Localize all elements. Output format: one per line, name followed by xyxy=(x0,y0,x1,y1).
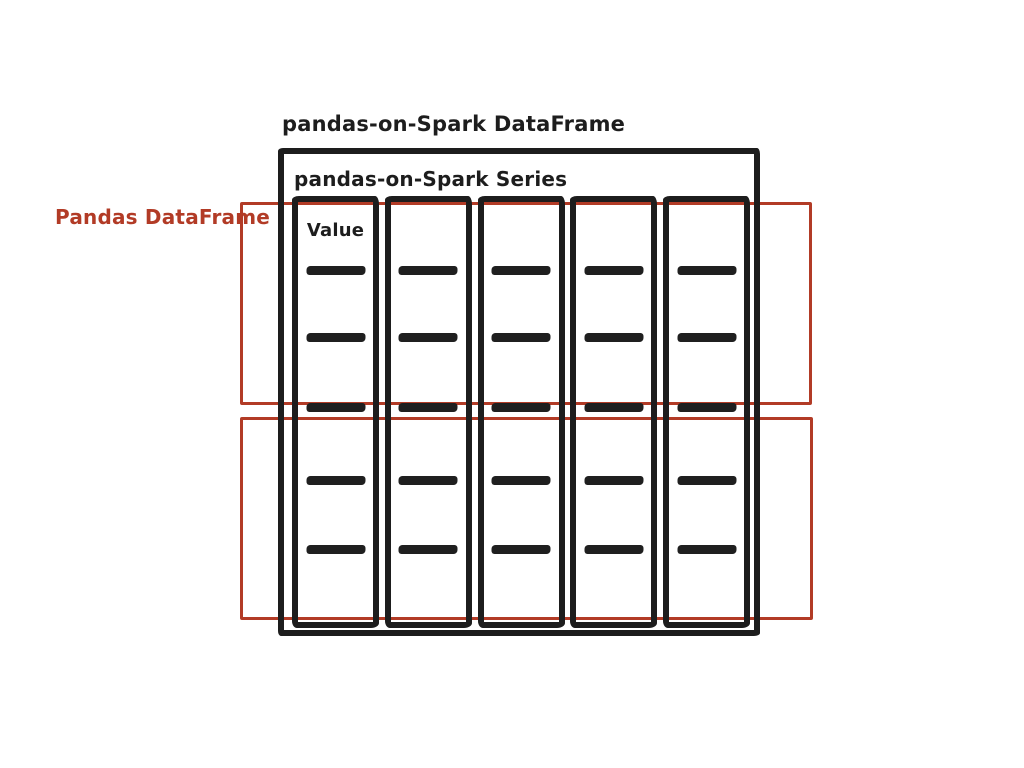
series-column xyxy=(385,196,472,628)
series-column xyxy=(663,196,750,628)
data-row-line xyxy=(677,403,736,412)
data-row-line xyxy=(677,333,736,342)
column-header-value: Value xyxy=(306,220,365,241)
spark-dataframe-title: pandas-on-Spark DataFrame xyxy=(282,112,626,136)
series-columns-group xyxy=(292,196,750,628)
series-column xyxy=(570,196,657,628)
data-row-line xyxy=(584,476,643,485)
data-row-line xyxy=(306,266,365,275)
data-row-line xyxy=(584,266,643,275)
spark-series-label: pandas-on-Spark Series xyxy=(294,167,568,191)
data-row-line xyxy=(306,476,365,485)
data-row-line xyxy=(584,545,643,554)
data-row-line xyxy=(584,333,643,342)
pandas-dataframe-label: Pandas DataFrame xyxy=(55,205,271,229)
data-row-line xyxy=(306,545,365,554)
data-row-line xyxy=(492,266,551,275)
data-row-line xyxy=(399,545,458,554)
series-column xyxy=(478,196,565,628)
data-row-line xyxy=(492,333,551,342)
data-row-line xyxy=(677,545,736,554)
data-row-line xyxy=(399,266,458,275)
data-row-line xyxy=(677,266,736,275)
data-row-line xyxy=(492,476,551,485)
data-row-line xyxy=(584,403,643,412)
data-row-line xyxy=(399,333,458,342)
data-row-line xyxy=(306,333,365,342)
data-row-line xyxy=(306,403,365,412)
data-row-line xyxy=(492,545,551,554)
data-row-line xyxy=(399,403,458,412)
data-row-line xyxy=(492,403,551,412)
data-row-line xyxy=(399,476,458,485)
data-row-line xyxy=(677,476,736,485)
series-column xyxy=(292,196,379,628)
